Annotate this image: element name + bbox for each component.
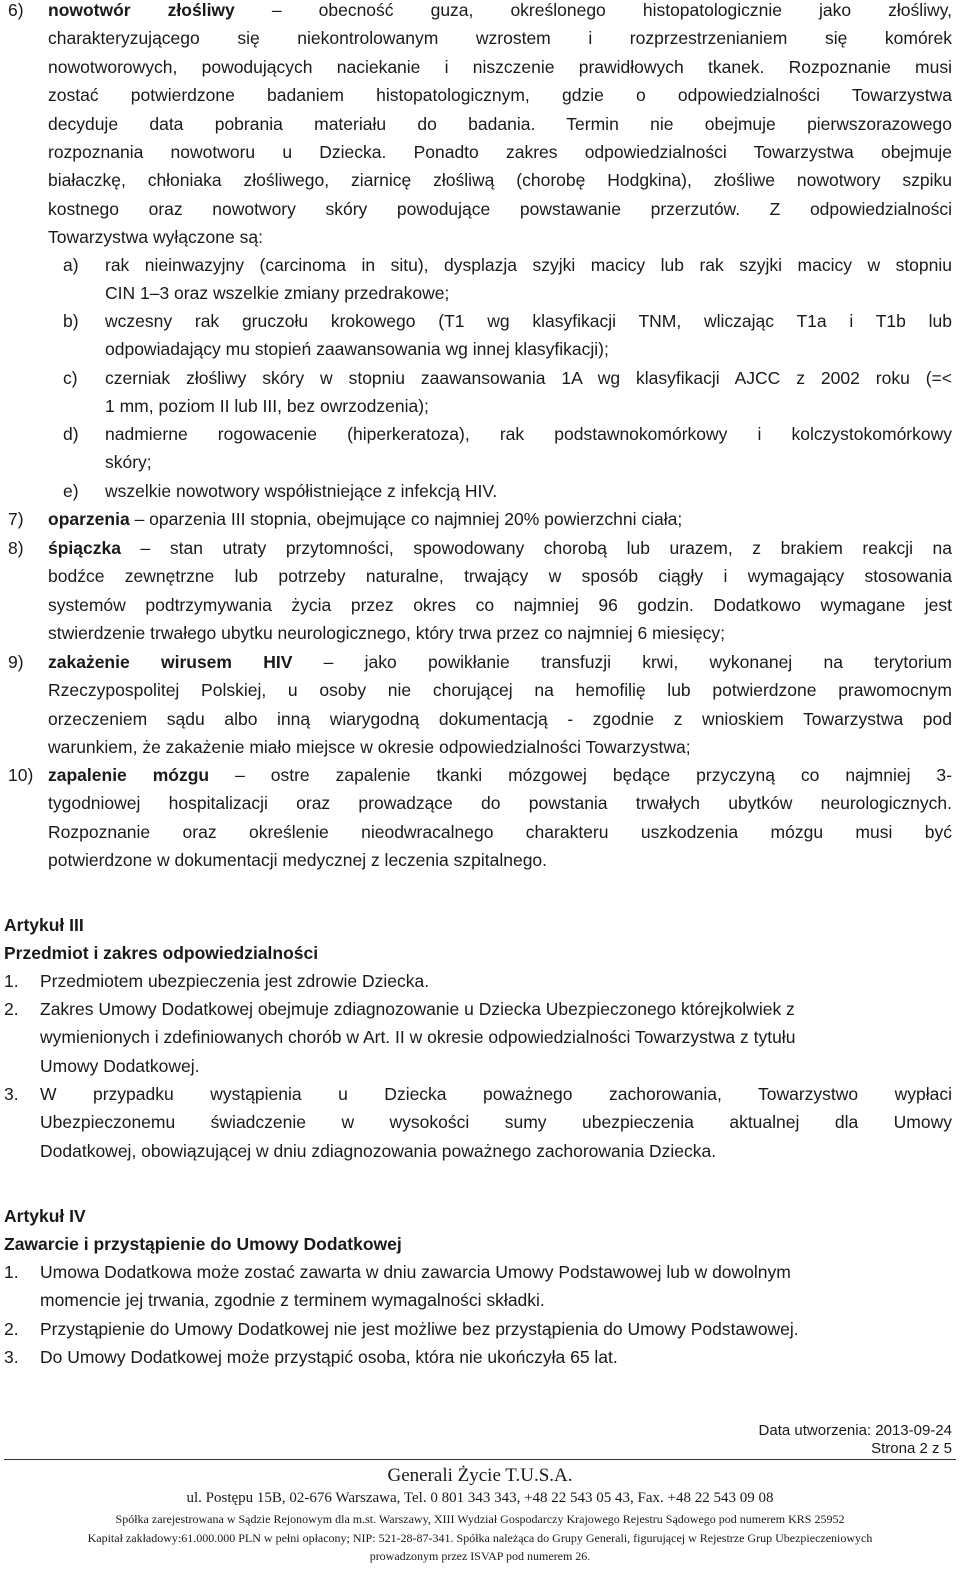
- creation-date: Data utworzenia: 2013-09-24: [758, 1422, 952, 1439]
- text-line: bodźce zewnętrzne lub potrzeby naturalne, trwający w sposób ciągły i wymagający stosowania: [48, 566, 952, 587]
- definition-item-8: [8, 534, 953, 648]
- text-line: czerniak złośliwy skóry w stopniu zaawansowania 1A wg klasyfikacji AJCC z 2002 roku (=<: [105, 368, 952, 388]
- text-line: tygodniowej hospitalizacji oraz prowadzące do powstania trwałych ubytków neurologicznych.: [48, 793, 952, 814]
- line-text: stan utraty przytomności, spowodowany chorobą lub urazem, z brakiem reakcji na: [150, 538, 953, 558]
- dash: –: [235, 765, 245, 785]
- term: nowotwór złośliwy: [48, 0, 235, 20]
- text-line: Umowy Dodatkowej.: [40, 1055, 200, 1076]
- line-text: ostre zapalenie tkanki mózgowej będące przyczyną co najmniej 3-: [244, 765, 952, 785]
- article-4-subtitle: Zawarcie i przystąpienie do Umowy Dodatkowej: [4, 1234, 402, 1254]
- footer-company: Generali Życie T.U.S.A.: [387, 1465, 573, 1486]
- footer-divider: [4, 1459, 956, 1460]
- term: śpiączka: [48, 538, 121, 558]
- item-number: 2.: [4, 999, 19, 1019]
- article-3-item-3: [4, 1080, 952, 1165]
- item-number: 9): [8, 652, 24, 672]
- line-text: obecność guza, określonego histopatologicznie jako złośliwy,: [281, 0, 953, 20]
- text-line: Przystąpienie do Umowy Dodatkowej nie jest możliwe bez przystąpienia do Umowy Podstawowej.: [40, 1319, 799, 1339]
- text-line: charakteryzującego się niekontrolowanym wzrostem i rozprzestrzenianiem się komórek: [48, 28, 952, 49]
- article-4-item-1: [4, 1258, 952, 1315]
- article-4-item-2: [4, 1315, 952, 1343]
- text-line: skóry;: [105, 452, 152, 473]
- text-line: Towarzystwa wyłączone są:: [48, 227, 263, 248]
- subitem-number: a): [63, 255, 79, 275]
- text-line: Zakres Umowy Dodatkowej obejmuje zdiagnozowanie u Dziecka Ubezpieczonego którejkolwiek z: [40, 999, 795, 1019]
- text-line: białaczkę, chłoniaka złośliwego, ziarnicę złośliwą (chorobę Hodgkina), złośliwe nowotwory szpiku: [48, 170, 952, 191]
- text-line: Umowa Dodatkowa może zostać zawarta w dniu zawarcia Umowy Podstawowej lub w dowolnym: [40, 1262, 791, 1282]
- article-4-title: Artykuł IV: [4, 1206, 86, 1226]
- text-line: Dodatkowej, obowiązującej w dniu zdiagnozowania poważnego zachorowania Dziecka.: [40, 1140, 717, 1161]
- subitem-c: [63, 364, 952, 421]
- subitem-number: b): [63, 311, 79, 331]
- article-4-item-3: [4, 1343, 952, 1371]
- text-line: nadmierne rogowacenie (hiperkeratoza), rak podstawnokomórkowy i kolczystokomórkowy: [105, 424, 952, 444]
- item-number: 7): [8, 509, 24, 529]
- text-line: Przedmiotem ubezpieczenia jest zdrowie Dziecka.: [40, 971, 430, 991]
- text-line: W przypadku wystąpienia u Dziecka poważnego zachorowania, Towarzystwo wypłaci: [40, 1084, 952, 1104]
- subitem-d: [63, 420, 952, 477]
- dash: –: [140, 538, 151, 558]
- article-3-item-1: [4, 967, 952, 995]
- dash: –: [323, 652, 334, 672]
- definition-item-10: [8, 761, 952, 875]
- text-line: Ubezpieczonemu świadczenie w wysokości sumy ubezpieczenia aktualnej dla Umowy: [40, 1112, 952, 1133]
- footer-address: ul. Postępu 15B, 02-676 Warszawa, Tel. 0 801 343 343, +48 22 543 05 43, Fax. +48 22 543 09 08: [186, 1490, 774, 1506]
- text-line: potwierdzone w dokumentacji medycznej z leczenia szpitalnego.: [48, 850, 548, 871]
- subitem-number: d): [63, 424, 79, 444]
- subitem-a: [63, 251, 952, 308]
- text-line: [48, 505, 952, 533]
- text-line: [48, 0, 952, 24]
- subitem-b: [63, 307, 952, 364]
- item-number: 1.: [4, 1262, 19, 1282]
- text-line: odpowiadający mu stopień zaawansowania wg innej klasyfikacji);: [105, 339, 609, 360]
- text-line: nowotworowych, powodujących naciekanie i niszczenie prawidłowych tkanek. Rozpoznanie musi: [48, 56, 952, 77]
- text-line: Do Umowy Dodatkowej może przystąpić osoba, która nie ukończyła 65 lat.: [40, 1347, 618, 1367]
- text-line: systemów podtrzymywania życia przez okres co najmniej 96 godzin. Dodatkowo wymagane jest: [48, 594, 952, 615]
- text-line: Rozpoznanie oraz określenie nieodwracalnego charakteru uszkodzenia mózgu musi być: [48, 821, 952, 842]
- text-line: rozpoznania nowotworu u Dziecka. Ponadto zakres odpowiedzialności Towarzystwa obejmuje: [48, 141, 952, 162]
- text-line: decyduje data pobrania materiału do badania. Termin nie obejmuje pierwszorazowego: [48, 113, 952, 134]
- item-number: 3.: [4, 1084, 19, 1104]
- text-line: zostać potwierdzone badaniem histopatologicznym, gdzie o odpowiedzialności Towarzystwa: [48, 85, 952, 106]
- text-line: warunkiem, że zakażenie miało miejsce w okresie odpowiedzialności Towarzystwa;: [48, 737, 691, 758]
- article-3-title: Artykuł III: [4, 915, 84, 935]
- item-number: 1.: [4, 971, 19, 991]
- subitem-e: [63, 477, 952, 505]
- dash: –: [271, 0, 282, 20]
- text-line: rak nieinwazyjny (carcinoma in situ), dysplazja szyjki macicy lub rak szyjki macicy w stopniu: [105, 255, 952, 275]
- item-number: 2.: [4, 1319, 19, 1339]
- item-number: 10): [8, 765, 34, 785]
- definition-item-9: [8, 648, 952, 762]
- term: oparzenia: [48, 509, 130, 529]
- footer-registry: Spółka zarejestrowana w Sądzie Rejonowym dla m.st. Warszawy, XIII Wydział Gospodarczy Krajowego Rejestru Sądowego pod numerem KRS 25952: [115, 1512, 845, 1526]
- line-text: oparzenia III stopnia, obejmujące co najmniej 20% powierzchni ciała;: [144, 509, 683, 529]
- definition-item-6: [8, 0, 953, 252]
- text-line: 1 mm, poziom II lub III, bez owrzodzenia);: [105, 396, 429, 417]
- text-line: stwierdzenie trwałego ubytku neurologicznego, który trwa przez co najmniej 6 miesięcy;: [48, 623, 725, 644]
- term: zapalenie mózgu: [48, 765, 210, 785]
- definition-item-7: [8, 505, 952, 533]
- text-line: wszelkie nowotwory współistniejące z infekcją HIV.: [105, 481, 498, 501]
- line-text: jako powikłanie transfuzji krwi, wykonanej na terytorium: [333, 652, 952, 672]
- term: zakażenie wirusem HIV: [48, 652, 293, 672]
- footer-capital: Kapitał zakładowy:61.000.000 PLN w pełni opłacony; NIP: 521-28-87-341. Spółka należąca do Grupy Generali, figurującej w Rejestrze Grup Ubezpieczeniowych: [87, 1531, 873, 1545]
- footer-isvap: prowadzonym przez ISVAP pod numerem 26.: [369, 1549, 591, 1563]
- page-number: Strona 2 z 5: [871, 1440, 952, 1457]
- item-number: 6): [8, 0, 24, 20]
- text-line: Rzeczypospolitej Polskiej, u osoby nie chorującej na hemofilię lub potwierdzone prawomocnym: [48, 680, 952, 701]
- dash: –: [134, 509, 145, 529]
- text-line: momencie jej trwania, zgodnie z terminem wymagalności składki.: [40, 1290, 545, 1311]
- subitem-number: e): [63, 481, 79, 501]
- text-line: wymienionych i zdefiniowanych chorób w Art. II w okresie odpowiedzialności Towarzystwa z tytułu: [40, 1027, 796, 1048]
- item-number: 8): [8, 538, 24, 558]
- article-3-subtitle: Przedmiot i zakres odpowiedzialności: [4, 943, 319, 963]
- text-line: [48, 534, 952, 562]
- article-3-item-2: [4, 995, 952, 1080]
- subitem-number: c): [63, 368, 78, 388]
- text-line: [48, 761, 952, 789]
- text-line: orzeczeniem sądu albo inną wiarygodną dokumentacją - zgodnie z wnioskiem Towarzystwa pod: [48, 708, 952, 729]
- text-line: [48, 648, 952, 676]
- item-number: 3.: [4, 1347, 19, 1367]
- text-line: kostnego oraz nowotwory skóry powodujące powstawanie przerzutów. Z odpowiedzialności: [48, 198, 952, 219]
- text-line: wczesny rak gruczołu krokowego (T1 wg klasyfikacji TNM, wliczając T1a i T1b lub: [105, 311, 952, 331]
- text-line: CIN 1–3 oraz wszelkie zmiany przedrakowe;: [105, 283, 450, 304]
